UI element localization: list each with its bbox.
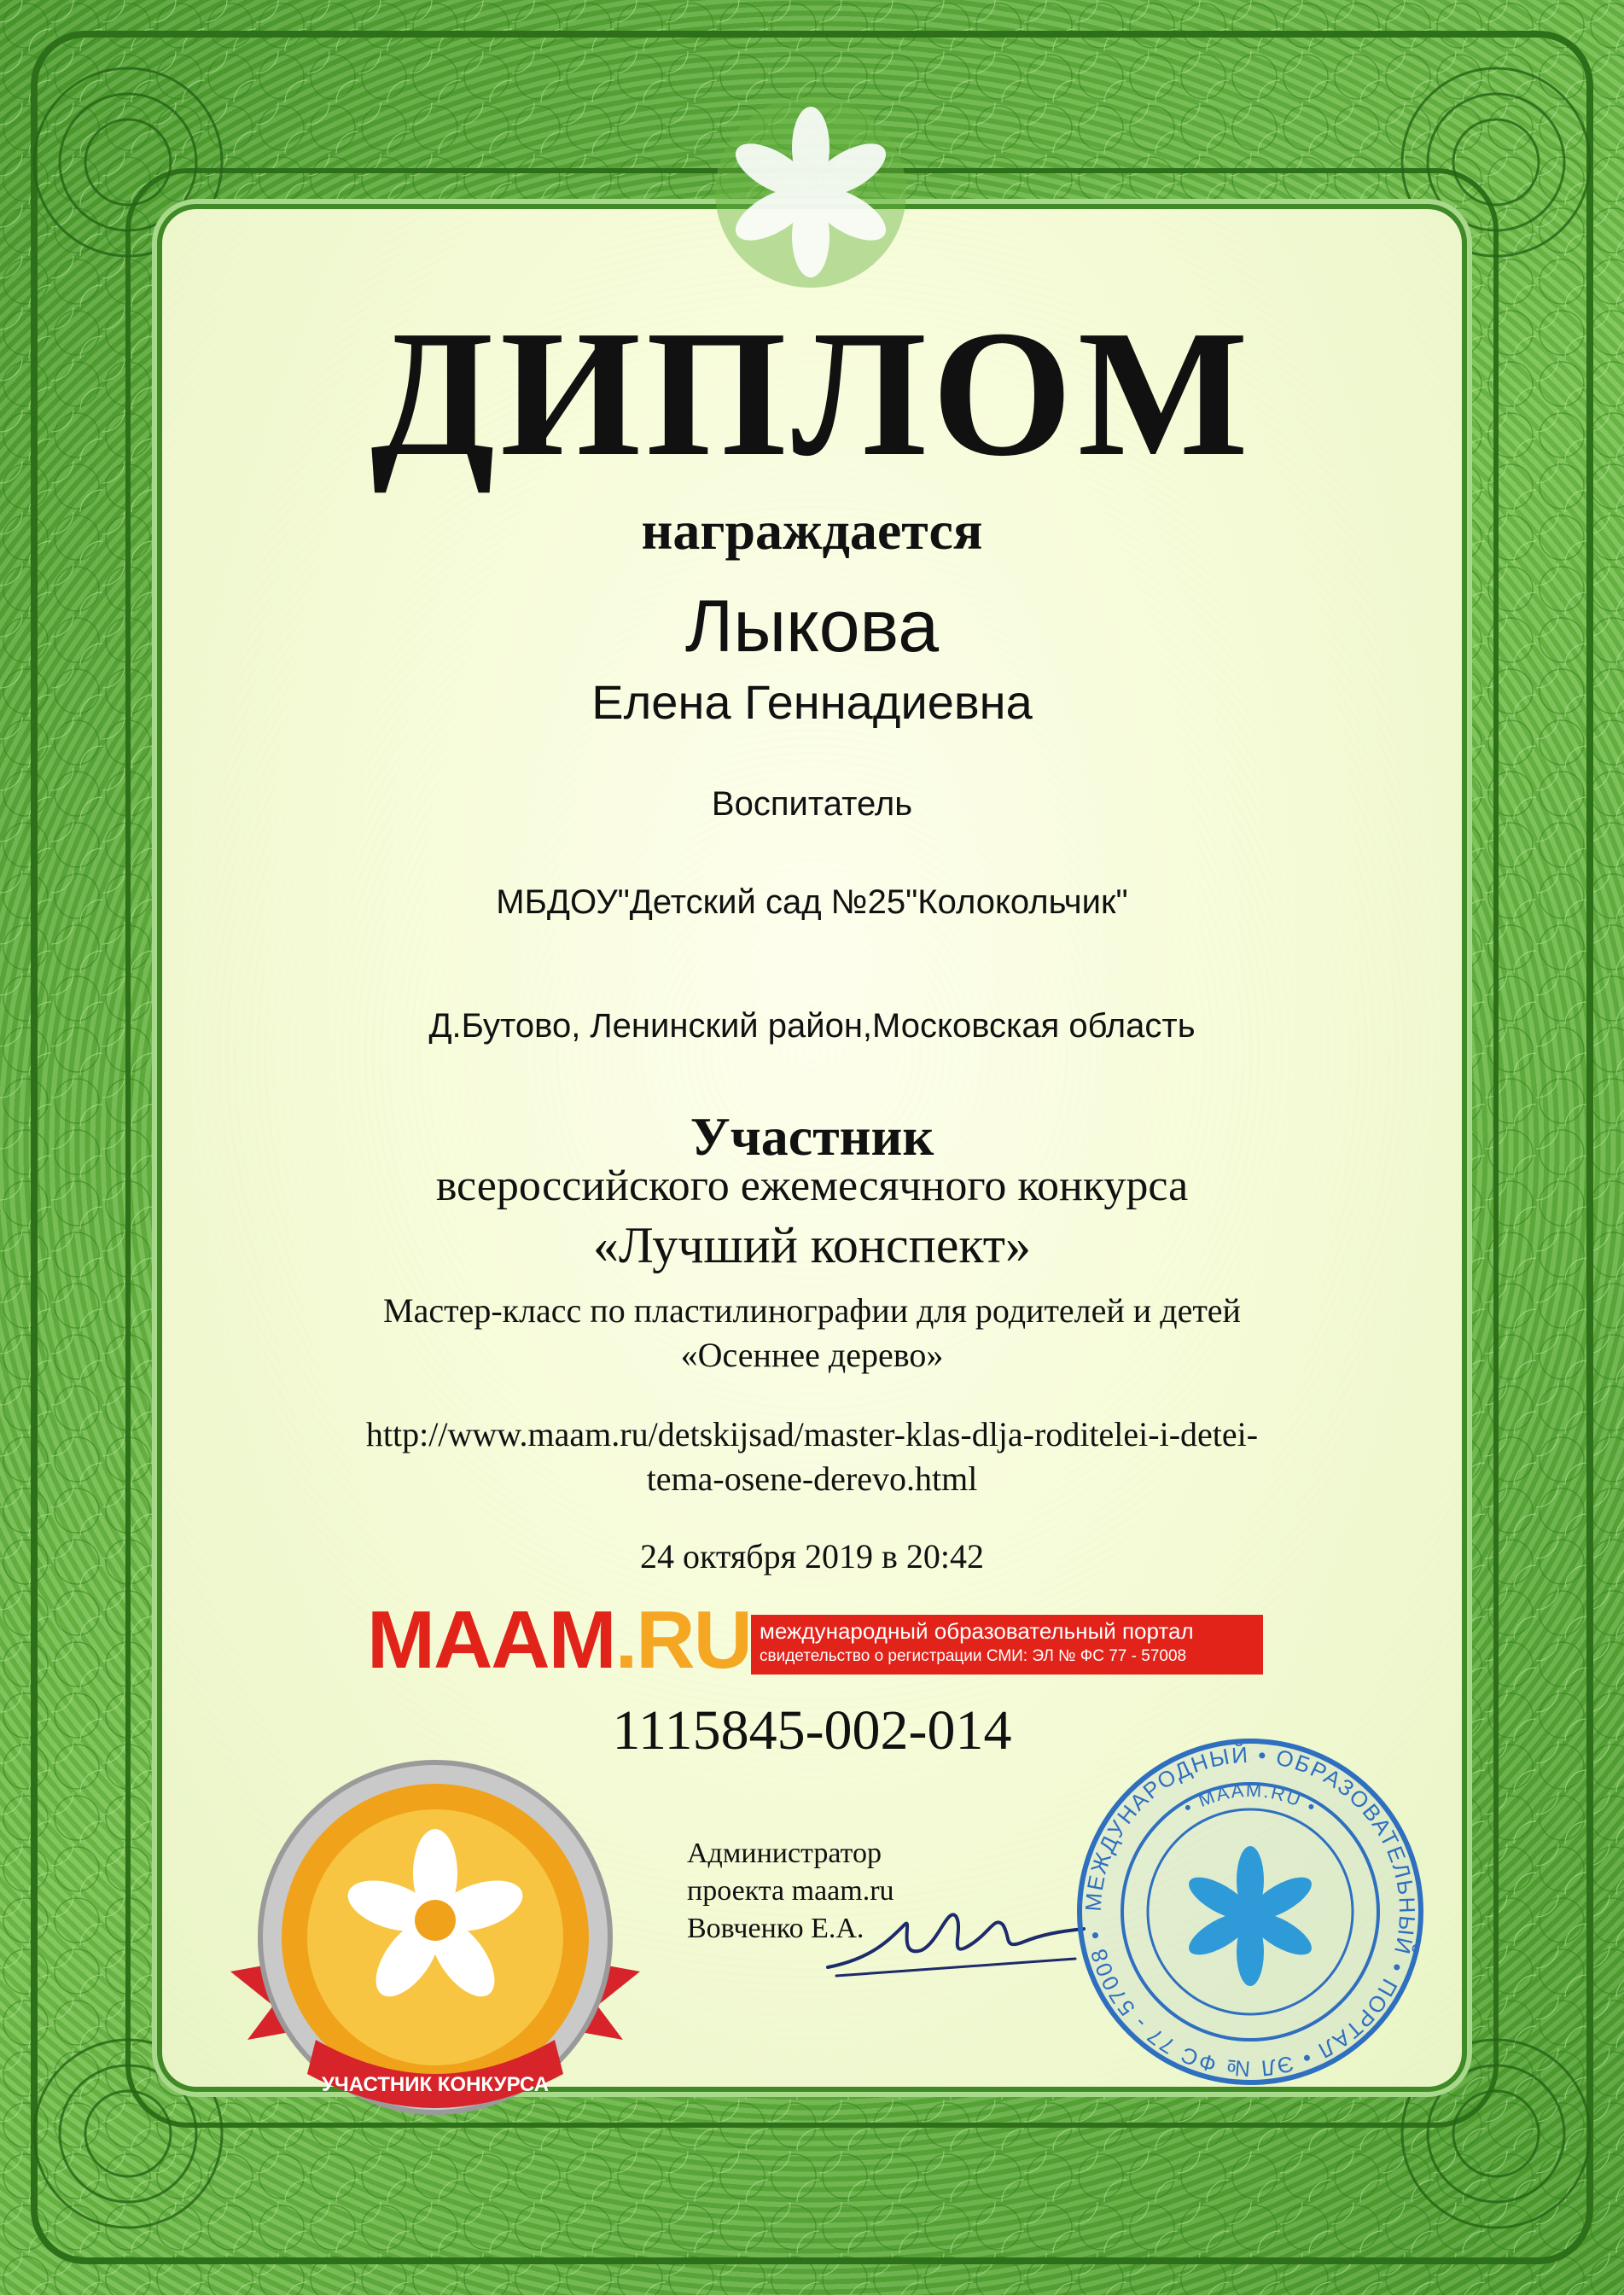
logo-banner xyxy=(751,1615,1263,1675)
logo-brand-suffix: .RU xyxy=(614,1594,751,1686)
medal-ribbon-text: УЧАСТНИК КОНКУРСА xyxy=(321,2073,550,2096)
admin-project: проекта maam.ru xyxy=(687,1875,894,1907)
contest-name: «Лучший конспект» xyxy=(593,1217,1031,1273)
logo-wordmark xyxy=(367,1594,751,1686)
logo-banner-line-2: свидетельство о регистрации СМИ: ЭЛ № ФС 77 - 57008 xyxy=(760,1647,1187,1665)
flower-emblem-icon xyxy=(708,90,913,294)
work-title-line-2: «Осеннее дерево» xyxy=(680,1336,944,1374)
work-url-line-2: tema-osene-derevo.html xyxy=(646,1459,978,1498)
logo-brand-main: MAAM xyxy=(367,1594,615,1686)
award-status: Участник xyxy=(690,1106,934,1167)
page-title: ДИПЛОМ xyxy=(370,293,1254,493)
logo-banner-line-1: международный образовательный портал xyxy=(760,1618,1194,1644)
stamp-inner-text: • MAAM.RU • xyxy=(1179,1779,1321,1819)
issue-date: 24 октября 2019 в 20:42 xyxy=(639,1537,984,1576)
stamp-ring-text: МЕЖДУНАРОДНЫЙ • ОБРАЗОВАТЕЛЬНЫЙ • ПОРТАЛ • ЭЛ № ФС 77 - 57008 • xyxy=(1080,1741,1421,2082)
recipient-location: Д.Бутово, Ленинский район,Московская область xyxy=(428,1007,1196,1045)
recipient-organization: МБДОУ"Детский сад №25"Колокольчик" xyxy=(496,883,1128,921)
work-title-line-1: Мастер-класс по пластилинографии для родителей и детей xyxy=(383,1291,1241,1330)
official-stamp-icon xyxy=(1071,1733,1429,2091)
recipient-position: Воспитатель xyxy=(711,785,913,823)
work-url xyxy=(0,1413,1624,1501)
work-title xyxy=(0,1289,1624,1378)
signature xyxy=(819,1890,1092,1984)
recipient-given-names: Елена Геннадиевна xyxy=(591,675,1033,729)
contest-description: всероссийского ежемесячного конкурса xyxy=(435,1162,1189,1210)
recipient-surname: Лыкова xyxy=(684,585,940,667)
admin-name: Вовченко Е.А. xyxy=(687,1913,864,1944)
registration-number: 1115845-002-014 xyxy=(612,1699,1012,1762)
participant-medal-icon xyxy=(213,1715,657,2159)
admin-title: Администратор xyxy=(687,1838,882,1869)
maam-logo xyxy=(367,1594,1272,1686)
work-url-line-1: http://www.maam.ru/detskijsad/master-klas-dlja-roditelei-i-detei- xyxy=(365,1415,1259,1453)
awarded-label: награждается xyxy=(641,500,983,561)
